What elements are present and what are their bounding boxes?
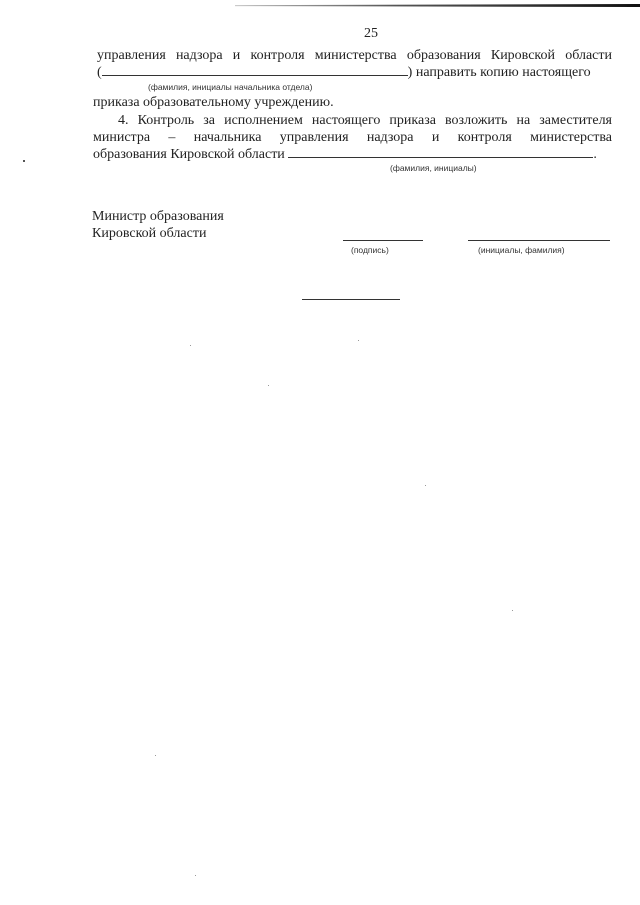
scan-speck [23,160,25,162]
deputy-name-blank [288,146,593,158]
end-divider [302,299,400,300]
signature-line [343,240,423,241]
department-head-caption: (фамилия, инициалы начальника отдела) [148,82,313,92]
department-head-name-blank [102,64,408,76]
paragraph4-line1: 4. Контроль за исполнением настоящего приказа возложить на заместителя [118,113,612,128]
period: . [593,147,597,162]
paragraph4-line3-text: образования Кировской области [93,147,285,162]
signatory-title-line1: Министр образования [92,209,224,224]
scan-speck [195,875,196,876]
paren-close-text: ) направить копию настоящего [407,65,591,80]
signatory-title-line2: Кировской области [92,226,207,241]
paragraph3-line3: приказа образовательному учреждению. [93,95,334,110]
paragraph3-line2 [97,64,591,81]
name-line [468,240,610,241]
deputy-caption: (фамилия, инициалы) [390,163,477,173]
paragraph4-line3 [93,146,597,163]
scan-speck [425,485,426,486]
scan-speck [358,340,359,341]
scan-speck [155,755,156,756]
paragraph3-line1: управления надзора и контроля министерства образования Кировской области [97,48,612,63]
scan-edge-line [235,4,640,7]
paragraph4-line2: министра – начальника управления надзора и контроля министерства [93,130,612,145]
signature-caption: (подпись) [351,245,389,255]
scan-speck [268,385,269,386]
name-caption: (инициалы, фамилия) [478,245,565,255]
page-number: 25 [364,26,378,41]
paren-open: ( [97,65,102,80]
scan-speck [190,345,191,346]
scan-speck [512,610,513,611]
